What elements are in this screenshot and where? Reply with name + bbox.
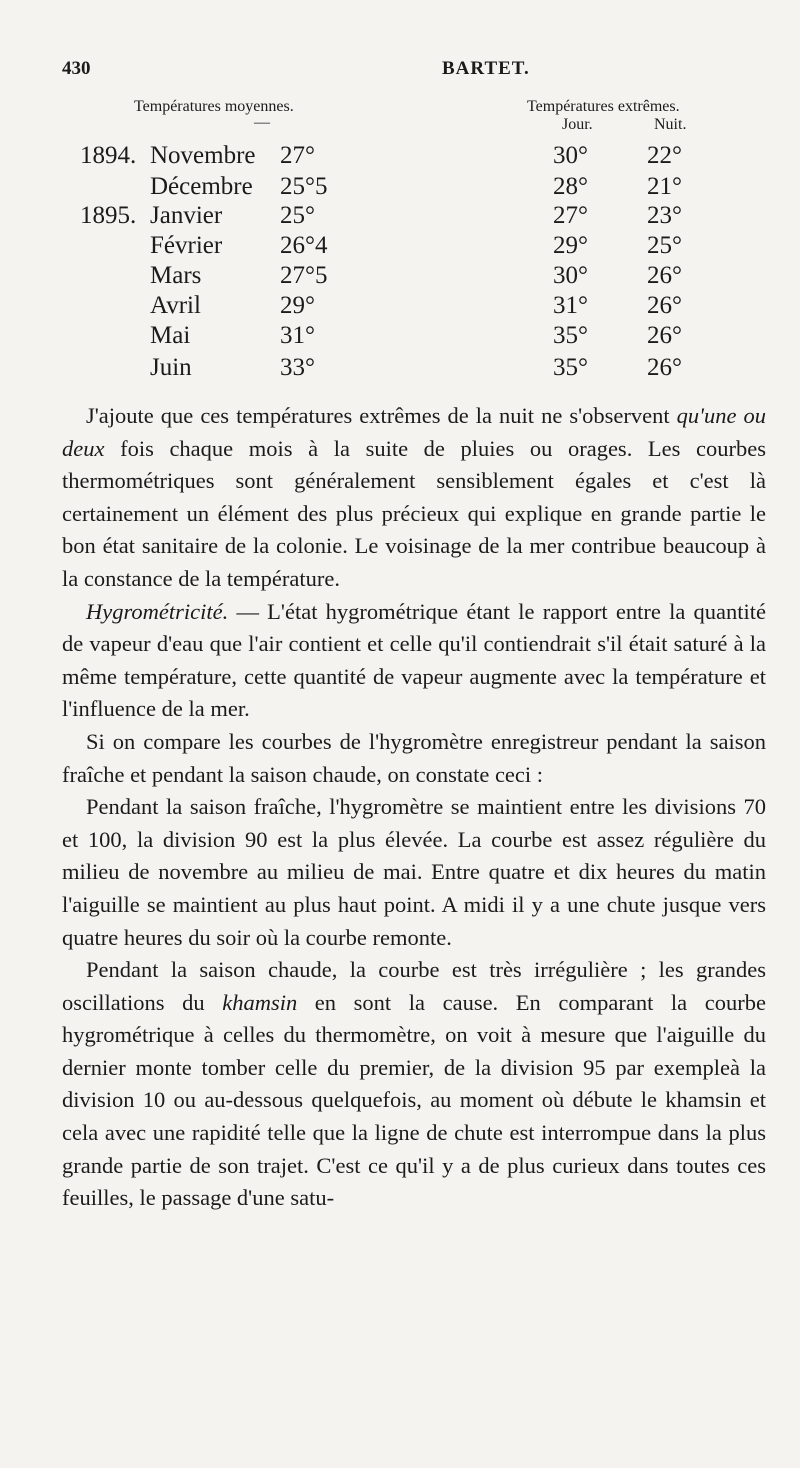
row-day-extreme: 31° xyxy=(553,292,588,319)
day-heading: Jour. xyxy=(562,116,593,133)
row-day-extreme: 35° xyxy=(553,322,588,349)
row-month: Novembre xyxy=(150,142,256,169)
table-row xyxy=(0,354,800,394)
row-month: Février xyxy=(150,232,223,259)
row-month: Mars xyxy=(150,262,202,289)
row-month: Janvier xyxy=(150,202,223,229)
text-run: en sont la cause. En comparant la courbe hygrométrique à celles du thermomètre, on voit à mesure que l'aiguille du dernier monte tomber celle du premier, de la division 95 par exempleà la division 10 ou au-dessous quelquefois, au moment où débute le khamsin et cela avec une rapidité telle que la ligne de chute est interrompue dans la plus grande partie de son trajet. C'est ce qu'il y a de plus curieux dans toutes ces feuilles, le passage d'une satu- xyxy=(62,989,766,1211)
row-day-extreme: 28° xyxy=(553,173,588,200)
row-year: 1894. xyxy=(80,142,137,169)
section-heading-italic: Hygrométricité. xyxy=(86,598,229,624)
avg-temperature-heading: Températures moyennes. xyxy=(134,98,294,115)
row-average: 25° xyxy=(280,202,315,229)
row-average: 27°5 xyxy=(280,262,328,289)
row-night-extreme: 26° xyxy=(647,262,682,289)
row-average: 26°4 xyxy=(280,232,328,259)
row-night-extreme: 22° xyxy=(647,142,682,169)
row-night-extreme: 21° xyxy=(647,173,682,200)
row-month: Avril xyxy=(150,292,201,319)
paragraph: Si on compare les courbes de l'hygromètre enregistreur pendant la saison fraîche et pendant la saison chaude, on constate ceci : xyxy=(62,728,766,787)
avg-heading-dash: — xyxy=(254,114,270,131)
row-night-extreme: 23° xyxy=(647,202,682,229)
paragraph xyxy=(62,954,766,1215)
row-month: Décembre xyxy=(150,173,253,200)
row-day-extreme: 27° xyxy=(553,202,588,229)
text-run: — L'état hygrométrique étant le rapport entre la quantité de vapeur d'eau que l'air contient et celle qu'il contiendrait s'il était saturé à la même température, cette quantité de vapeur augmente avec la température et l'influence de la mer. xyxy=(62,598,766,722)
text-run: Pendant la saison chaude, la courbe est très irrégulière ; les grandes oscillations du xyxy=(62,957,766,1015)
text-run: fois chaque mois à la suite de pluies ou orages. Les courbes thermométriques sont généralement sensiblement égales et c'est là certainement un élément des plus précieux qui explique en grande partie le bon état sanitaire de la colonie. Le voisinage de la mer contribue beaucoup à la constance de la température. xyxy=(62,435,766,591)
page-header xyxy=(62,58,752,88)
row-average: 25°5 xyxy=(280,173,328,200)
row-day-extreme: 30° xyxy=(553,142,588,169)
running-head: BARTET. xyxy=(442,58,530,79)
row-night-extreme: 26° xyxy=(647,292,682,319)
body-text xyxy=(62,400,766,1215)
row-average: 29° xyxy=(280,292,315,319)
italic-run: qu'une ou deux xyxy=(62,403,766,461)
row-average: 27° xyxy=(280,142,315,169)
row-night-extreme: 26° xyxy=(647,322,682,349)
text-run: J'ajoute que ces températures extrêmes de la nuit ne s'observent xyxy=(86,403,677,428)
paragraph xyxy=(62,400,766,596)
row-day-extreme: 35° xyxy=(553,354,588,381)
italic-run: khamsin xyxy=(222,989,298,1015)
night-heading: Nuit. xyxy=(654,116,687,133)
row-month: Juin xyxy=(150,354,192,381)
paragraph xyxy=(62,596,766,726)
page-number: 430 xyxy=(62,58,91,79)
row-year: 1895. xyxy=(80,202,137,229)
row-night-extreme: 26° xyxy=(647,354,682,381)
row-day-extreme: 29° xyxy=(553,232,588,259)
row-month: Mai xyxy=(150,322,191,349)
row-night-extreme: 25° xyxy=(647,232,682,259)
paragraph: Pendant la saison fraîche, l'hygromètre se maintient entre les divisions 70 et 100, la division 90 est la plus élevée. La courbe est assez régulière du milieu de novembre au milieu de mai. Entre quatre et dix heures du matin l'aiguille se maintient au plus haut point. A midi il y a une chute jusque vers quatre heures du soir où la courbe remonte. xyxy=(62,794,766,950)
row-average: 33° xyxy=(280,354,315,381)
extreme-temperature-heading: Températures extrêmes. xyxy=(527,98,680,115)
row-day-extreme: 30° xyxy=(553,262,588,289)
row-average: 31° xyxy=(280,322,315,349)
